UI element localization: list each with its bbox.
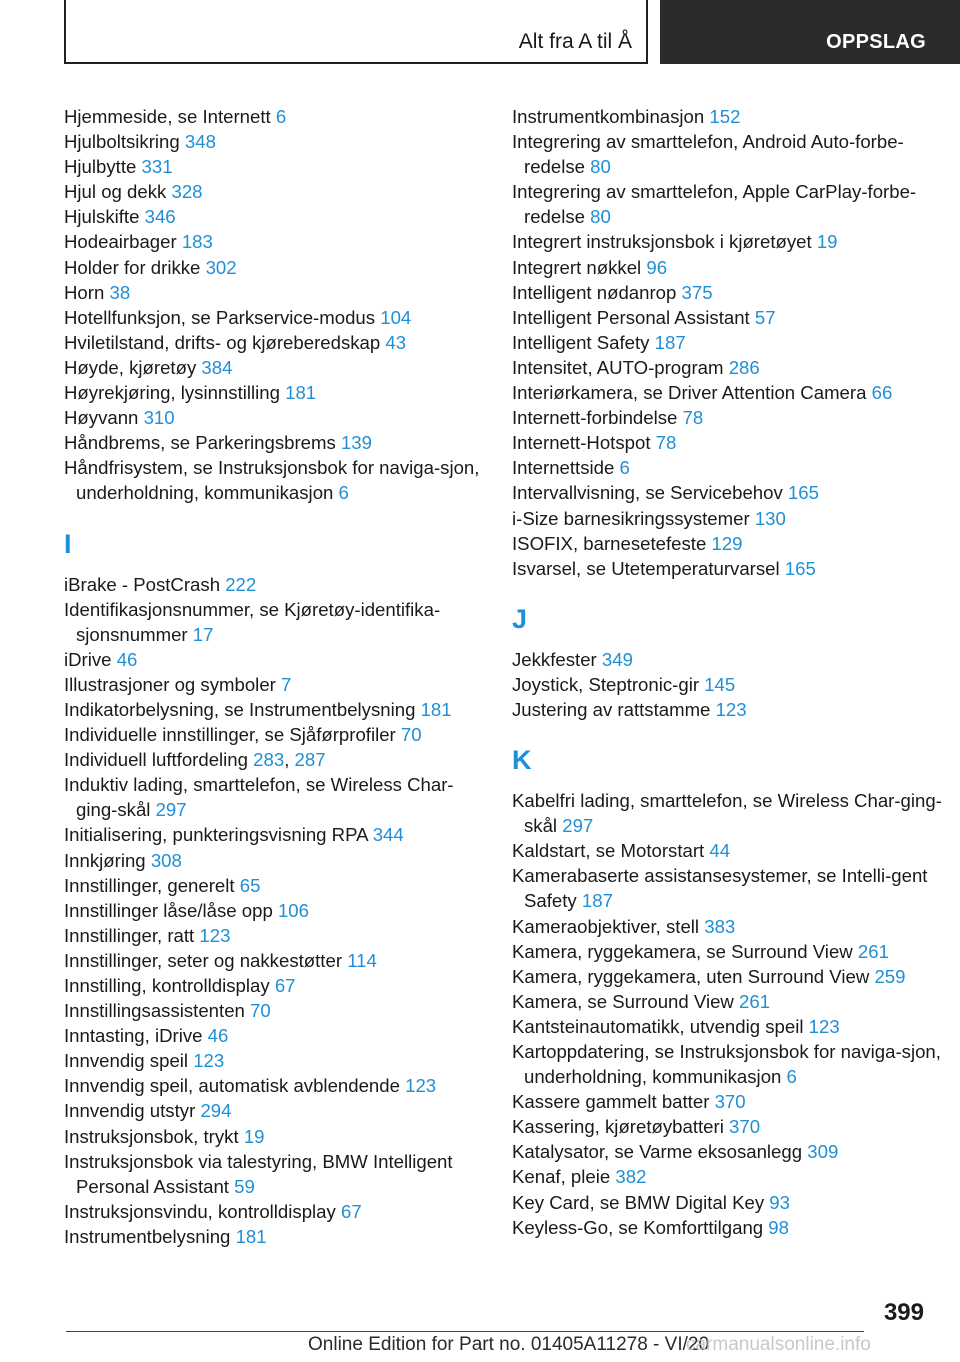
index-entry-text: Kameraobjektiver, stell bbox=[512, 915, 700, 937]
index-entry-text: Hjulbytte bbox=[64, 156, 137, 178]
index-entry-text: Keyless-Go, se Komforttilgang bbox=[512, 1216, 764, 1238]
index-entry bbox=[512, 179, 942, 229]
index-entry-text: Kantsteinautomatikk, utvendig speil bbox=[512, 1015, 804, 1037]
index-entry bbox=[512, 1215, 942, 1240]
index-entry bbox=[512, 1190, 942, 1215]
index-entry-text: ISOFIX, barnesetefeste bbox=[512, 532, 707, 554]
index-entry bbox=[64, 405, 494, 430]
index-entry bbox=[512, 788, 942, 838]
header-section-box bbox=[64, 0, 648, 64]
index-entry bbox=[64, 772, 494, 822]
index-entry bbox=[64, 104, 494, 129]
index-entry bbox=[512, 647, 942, 672]
index-page-link[interactable]: 106 bbox=[277, 899, 309, 921]
index-page-link[interactable]: 66 bbox=[871, 382, 893, 404]
index-page-link[interactable]: 308 bbox=[150, 849, 182, 871]
index-entry bbox=[64, 572, 494, 597]
index-entry bbox=[64, 923, 494, 948]
index-entry-text: Innstillinger, ratt bbox=[64, 924, 195, 946]
footer-edition-text: Online Edition for Part no. 01405A11278 - VI/20 bbox=[308, 1334, 710, 1355]
index-column-left bbox=[64, 104, 494, 1249]
index-entry-text: Instruksjonsvindu, kontrolldisplay bbox=[64, 1200, 336, 1222]
index-entry-text: Internettside bbox=[512, 457, 615, 479]
index-page-link[interactable]: 384 bbox=[201, 356, 233, 378]
index-entry-text: Kamera, ryggekamera, se Surround View bbox=[512, 940, 853, 962]
index-entry-text: Høyde, kjøretøy bbox=[64, 356, 197, 378]
index-page-link[interactable]: 80 bbox=[590, 156, 611, 178]
index-entry bbox=[512, 914, 942, 939]
index-entry bbox=[64, 330, 494, 355]
index-entry-text: Innvendig utstyr bbox=[64, 1100, 196, 1122]
index-entry-text: Internett-forbindelse bbox=[512, 407, 678, 429]
index-page-link[interactable]: 123 bbox=[193, 1050, 225, 1072]
index-page-link[interactable]: 19 bbox=[243, 1125, 265, 1147]
index-entry-text: Instrumentkombinasjon bbox=[512, 106, 705, 127]
index-page-link[interactable]: 375 bbox=[681, 281, 713, 303]
index-letter-heading: I bbox=[64, 528, 72, 559]
index-entry-text: Kenaf, pleie bbox=[512, 1166, 611, 1188]
index-entry-text: Katalysator, se Varme eksosanlegg bbox=[512, 1141, 803, 1163]
index-page-link[interactable]: 70 bbox=[250, 1000, 271, 1022]
index-letter-heading: J bbox=[512, 603, 528, 634]
index-entry-text: Integrert nøkkel bbox=[512, 256, 642, 278]
index-entry bbox=[512, 989, 942, 1014]
index-entry-text: Integrering av smarttelefon, Android Auto-forbe-redelse bbox=[512, 131, 904, 178]
index-entry bbox=[64, 1048, 494, 1073]
index-page-link[interactable]: 67 bbox=[340, 1200, 362, 1222]
index-entry bbox=[64, 255, 494, 280]
footer-divider bbox=[66, 1331, 864, 1332]
index-entry-text: Jekkfester bbox=[512, 648, 597, 670]
index-entry-text: Horn bbox=[64, 281, 105, 303]
index-page-link[interactable]: 297 bbox=[155, 799, 187, 821]
index-entry bbox=[512, 229, 942, 254]
index-column-right bbox=[512, 104, 942, 1240]
index-page-link[interactable]: 6 bbox=[619, 457, 630, 479]
header-section-title: Alt fra A til Å bbox=[518, 30, 632, 53]
index-page-link[interactable]: 302 bbox=[205, 256, 237, 278]
index-entry bbox=[512, 380, 942, 405]
index-entry-text: Håndbrems, se Parkeringsbrems bbox=[64, 432, 336, 454]
index-entry bbox=[512, 305, 942, 330]
footer-watermark: carmanualsonline.info bbox=[686, 1334, 871, 1355]
index-entry-text: Håndfrisystem, se Instruksjonsbok for naviga-sjon, underholdning, kommunikasjon bbox=[64, 457, 480, 504]
index-page-link[interactable]: 96 bbox=[646, 256, 668, 278]
index-entry-text: Intelligent Safety bbox=[512, 331, 650, 353]
index-entry-text: Hjulskifte bbox=[64, 206, 140, 228]
index-page-link[interactable]: 181 bbox=[235, 1225, 267, 1247]
header-chapter-title: OPPSLAG bbox=[826, 31, 926, 53]
index-page-link[interactable]: 348 bbox=[184, 131, 216, 153]
header-chapter-tab bbox=[660, 0, 960, 64]
index-entry-text: Induktiv lading, smarttelefon, se Wireless Char-ging-skål bbox=[64, 774, 454, 821]
index-page-link[interactable]: 259 bbox=[874, 965, 906, 987]
index-entry-text: Kaldstart, se Motorstart bbox=[512, 840, 705, 862]
index-entry bbox=[64, 129, 494, 154]
index-entry-text: Innkjøring bbox=[64, 849, 146, 871]
index-entry-text: Hviletilstand, drifts- og kjøreberedskap bbox=[64, 331, 381, 353]
index-page-link[interactable]: 123 bbox=[715, 698, 747, 720]
index-entry-text: Hjul og dekk bbox=[64, 181, 167, 203]
index-entry: Individuell luftfordeling 283, 287 bbox=[64, 749, 326, 771]
index-entry-text: i-Size barnesikringssystemer bbox=[512, 507, 750, 529]
index-entry bbox=[512, 1164, 942, 1189]
index-page-link[interactable]: 104 bbox=[380, 306, 412, 328]
index-entry bbox=[64, 1199, 494, 1224]
index-entry bbox=[512, 480, 942, 505]
index-entry-text: Høyvann bbox=[64, 407, 139, 429]
index-page-link[interactable]: 130 bbox=[754, 507, 786, 529]
index-page-link[interactable]: 261 bbox=[857, 940, 889, 962]
index-entry-text: Kassere gammelt batter bbox=[512, 1091, 710, 1113]
index-entry bbox=[64, 380, 494, 405]
index-page-link[interactable]: 382 bbox=[615, 1166, 647, 1188]
index-page-link[interactable]: 46 bbox=[116, 648, 138, 670]
index-entry-text: Intelligent Personal Assistant bbox=[512, 306, 750, 328]
index-entry-text: Isvarsel, se Utetemperaturvarsel bbox=[512, 557, 780, 579]
index-entry bbox=[64, 280, 494, 305]
index-page-link[interactable]: 346 bbox=[144, 206, 176, 228]
index-entry-text: Internett-Hotspot bbox=[512, 432, 651, 454]
index-entry bbox=[64, 948, 494, 973]
index-page-link[interactable]: 165 bbox=[787, 482, 819, 504]
index-page-link[interactable]: 38 bbox=[109, 281, 131, 303]
index-page-link[interactable]: 349 bbox=[601, 648, 633, 670]
index-page-link[interactable]: 297 bbox=[562, 815, 594, 837]
index-page-link[interactable]: 328 bbox=[171, 181, 203, 203]
index-entry bbox=[64, 355, 494, 380]
index-page-link[interactable]: 17 bbox=[192, 623, 214, 645]
index-entry-text: Joystick, Steptronic-gir bbox=[512, 673, 700, 695]
index-entry-text: Key Card, se BMW Digital Key bbox=[512, 1191, 765, 1213]
index-entry-text: Individuelle innstillinger, se Sjåførprofiler bbox=[64, 724, 396, 746]
index-page-link[interactable]: 287 bbox=[294, 749, 326, 771]
index-entry-text: Individuell luftfordeling bbox=[64, 749, 248, 771]
index-page-link[interactable]: 129 bbox=[711, 532, 743, 554]
index-entry bbox=[512, 697, 942, 722]
index-page-link[interactable]: 222 bbox=[225, 573, 257, 595]
index-entry-text: Intervallvisning, se Servicebehov bbox=[512, 482, 783, 504]
index-entry bbox=[512, 255, 942, 280]
index-entry bbox=[512, 405, 942, 430]
index-page-link[interactable]: 310 bbox=[143, 407, 175, 429]
index-page-link[interactable]: 344 bbox=[372, 824, 404, 846]
index-entry-text: Hodeairbager bbox=[64, 231, 177, 253]
index-entry-text: Integrering av smarttelefon, Apple CarPlay-forbe-redelse bbox=[512, 181, 917, 228]
index-entry-text: Kamera, ryggekamera, uten Surround View bbox=[512, 965, 870, 987]
index-entry-text: Innvendig speil, automatisk avblendende bbox=[64, 1075, 400, 1097]
index-entry bbox=[64, 179, 494, 204]
index-page-link[interactable]: 6 bbox=[275, 106, 287, 127]
index-entry bbox=[512, 1039, 942, 1089]
index-entry bbox=[64, 998, 494, 1023]
index-entry-text: Identifikasjonsnummer, se Kjøretøy-identifika-sjonsnummer bbox=[64, 598, 441, 645]
index-page-link[interactable]: 67 bbox=[274, 975, 296, 996]
index-entry-text: Kartoppdatering, se Instruksjonsbok for naviga-sjon, underholdning, kommunikasjon bbox=[512, 1041, 941, 1088]
index-entry-text: Innstillingsassistenten bbox=[64, 1000, 245, 1022]
index-page-link[interactable]: 331 bbox=[141, 156, 173, 178]
index-entry-text: Innstilling, kontrolldisplay bbox=[64, 975, 270, 996]
index-entry bbox=[64, 154, 494, 179]
index-page-link[interactable]: 383 bbox=[704, 915, 736, 937]
index-page-link[interactable]: 80 bbox=[590, 206, 611, 228]
index-entry-text: Interiørkamera, se Driver Attention Camera bbox=[512, 382, 867, 404]
index-entry bbox=[64, 848, 494, 873]
index-page-link[interactable]: 165 bbox=[784, 557, 816, 579]
index-entry bbox=[64, 204, 494, 229]
index-entry bbox=[64, 430, 494, 455]
index-entry bbox=[64, 455, 494, 505]
index-page-link[interactable]: 123 bbox=[405, 1075, 437, 1097]
index-entry bbox=[512, 838, 942, 863]
page-number: 399 bbox=[883, 1299, 924, 1326]
index-page-link[interactable]: 46 bbox=[207, 1025, 229, 1047]
index-entry bbox=[512, 556, 942, 581]
index-page-link[interactable]: 59 bbox=[234, 1175, 255, 1197]
index-entry bbox=[64, 873, 494, 898]
index-page-link[interactable]: 65 bbox=[239, 874, 261, 896]
index-entry bbox=[64, 1023, 494, 1048]
index-entry bbox=[512, 863, 942, 913]
index-entry-text: Kabelfri lading, smarttelefon, se Wireless Char-ging-skål bbox=[512, 790, 942, 837]
index-entry bbox=[64, 305, 494, 330]
index-entry bbox=[64, 973, 494, 998]
index-page-link[interactable]: 139 bbox=[340, 432, 372, 454]
index-entry bbox=[64, 1073, 494, 1098]
index-page-link[interactable]: 187 bbox=[581, 890, 613, 912]
index-entry-text: Instruksjonsbok, trykt bbox=[64, 1125, 239, 1147]
index-page-link[interactable]: 370 bbox=[714, 1091, 746, 1113]
index-entry-text: Innstillinger, seter og nakkestøtter bbox=[64, 949, 343, 971]
index-entry bbox=[64, 898, 494, 923]
index-entry-text: Hotellfunksjon, se Parkservice-modus bbox=[64, 306, 376, 328]
index-entry-text: Intelligent nødanrop bbox=[512, 281, 677, 303]
index-entry-text: Kassering, kjøretøybatteri bbox=[512, 1116, 724, 1138]
index-entry bbox=[64, 697, 494, 722]
index-page-link[interactable]: 283 bbox=[253, 749, 285, 771]
index-letter-heading: K bbox=[512, 745, 532, 776]
index-page-link[interactable]: 57 bbox=[754, 306, 776, 328]
index-page-link[interactable]: 114 bbox=[347, 949, 377, 971]
index-entry-text: Initialisering, punkteringsvisning RPA bbox=[64, 824, 368, 846]
index-entry-text: Hjemmeside, se Internett bbox=[64, 106, 271, 127]
index-entry bbox=[512, 104, 942, 129]
index-page-link[interactable]: 78 bbox=[655, 432, 677, 454]
index-entry-text: Inntasting, iDrive bbox=[64, 1025, 203, 1047]
index-entry-text: Høyrekjøring, lysinnstilling bbox=[64, 382, 280, 404]
index-page-link[interactable]: 70 bbox=[400, 724, 422, 746]
index-entry bbox=[64, 1224, 494, 1249]
index-entry-text: Innstillinger låse/låse opp bbox=[64, 899, 273, 921]
index-entry bbox=[512, 964, 942, 989]
index-entry-text: Innvendig speil bbox=[64, 1050, 189, 1072]
index-entry-text: Justering av rattstamme bbox=[512, 698, 711, 720]
index-entry bbox=[64, 1124, 494, 1149]
index-page-link[interactable]: 181 bbox=[285, 382, 317, 404]
index-entry bbox=[512, 355, 942, 380]
index-entry bbox=[64, 672, 494, 697]
index-entry bbox=[512, 531, 942, 556]
index-page-link[interactable]: 261 bbox=[739, 990, 771, 1012]
index-page-link[interactable]: 6 bbox=[338, 482, 349, 504]
index-entry-text: Instrumentbelysning bbox=[64, 1225, 231, 1247]
index-entry-text: Innstillinger, generelt bbox=[64, 874, 235, 896]
index-page-link[interactable]: 93 bbox=[769, 1191, 790, 1213]
index-page-link[interactable]: 6 bbox=[786, 1066, 797, 1088]
index-entry-text: Intensitet, AUTO-program bbox=[512, 356, 724, 378]
index-entry bbox=[512, 129, 942, 179]
index-entry-text: Illustrasjoner og symboler bbox=[64, 673, 276, 695]
index-entry bbox=[512, 1089, 942, 1114]
index-page-link[interactable]: 294 bbox=[200, 1100, 232, 1122]
index-entry bbox=[512, 430, 942, 455]
index-page-link[interactable]: 181 bbox=[420, 698, 452, 720]
index-entry bbox=[64, 647, 494, 672]
index-entry-text: Integrert instruksjonsbok i kjøretøyet bbox=[512, 231, 812, 253]
index-page-link[interactable]: 98 bbox=[768, 1216, 789, 1238]
index-entry bbox=[512, 1114, 942, 1139]
index-entry-text: Instruksjonsbok via talestyring, BMW Intelligent Personal Assistant bbox=[64, 1150, 453, 1197]
index-page-link[interactable]: 19 bbox=[816, 231, 838, 253]
index-entry bbox=[512, 280, 942, 305]
index-entry-text: iBrake - PostCrash bbox=[64, 573, 221, 595]
index-page-link[interactable]: 7 bbox=[281, 673, 292, 695]
index-entry bbox=[512, 1014, 942, 1039]
index-entry bbox=[64, 822, 494, 847]
index-entry bbox=[512, 455, 942, 480]
index-entry bbox=[64, 597, 494, 647]
index-page-link[interactable]: 44 bbox=[709, 840, 731, 862]
index-entry bbox=[64, 722, 494, 747]
index-entry-text: Hjulboltsikring bbox=[64, 131, 180, 153]
index-page-link[interactable]: 370 bbox=[729, 1116, 761, 1138]
index-page-link[interactable]: 78 bbox=[682, 407, 704, 429]
index-page-link[interactable]: 123 bbox=[808, 1015, 840, 1037]
index-entry bbox=[512, 1139, 942, 1164]
index-page-link[interactable]: 286 bbox=[728, 356, 760, 378]
index-page-link[interactable]: 309 bbox=[807, 1141, 839, 1163]
index-entry-text: Kamerabaserte assistansesystemer, se Intelli-gent Safety bbox=[512, 865, 928, 912]
index-page-link[interactable]: 187 bbox=[654, 331, 686, 353]
index-entry bbox=[64, 229, 494, 254]
index-page-link[interactable]: 43 bbox=[385, 331, 407, 353]
index-entry bbox=[512, 672, 942, 697]
index-page-link[interactable]: 152 bbox=[709, 106, 741, 127]
index-entry-text: iDrive bbox=[64, 648, 112, 670]
index-page-link[interactable]: 183 bbox=[181, 231, 213, 253]
index-page-link[interactable]: 145 bbox=[704, 673, 736, 695]
index-entry bbox=[512, 506, 942, 531]
index-entry bbox=[64, 1149, 494, 1199]
index-entry bbox=[512, 939, 942, 964]
index-entry-text: Holder for drikke bbox=[64, 256, 201, 278]
index-entry bbox=[64, 1098, 494, 1123]
index-entry-text: Kamera, se Surround View bbox=[512, 990, 734, 1012]
index-entry-text: Indikatorbelysning, se Instrumentbelysning bbox=[64, 698, 416, 720]
index-entry bbox=[512, 330, 942, 355]
index-page-link[interactable]: 123 bbox=[199, 924, 231, 946]
